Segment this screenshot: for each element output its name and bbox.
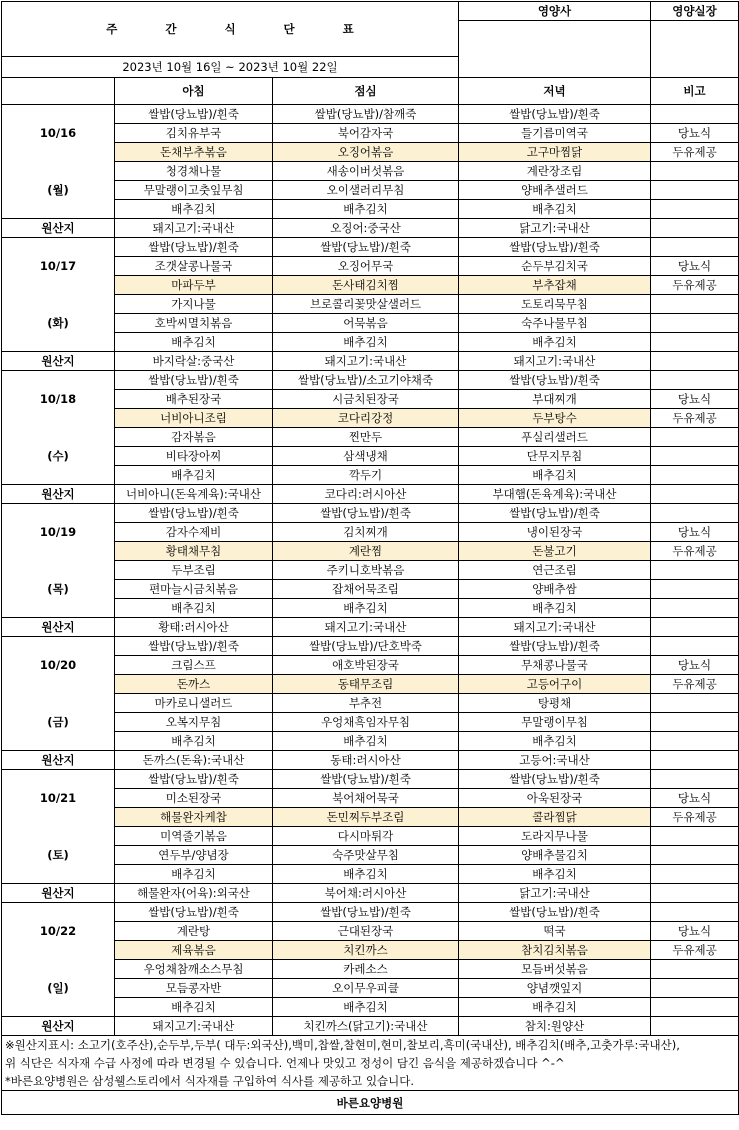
day-weekday: (화) bbox=[2, 295, 115, 352]
origin-row bbox=[2, 485, 739, 504]
breakfast-item: 배추김치 bbox=[115, 599, 273, 618]
origin-row bbox=[2, 884, 739, 903]
lunch-item: 동태무조림 bbox=[273, 675, 459, 694]
breakfast-item: 배추김치 bbox=[115, 865, 273, 884]
note-item bbox=[651, 162, 739, 181]
dinner-item: 쌀밥(당뇨밥)/흰죽 bbox=[459, 371, 651, 390]
breakfast-item: 배추김치 bbox=[115, 998, 273, 1017]
menu-row bbox=[2, 903, 739, 922]
day-date: 10/19 bbox=[2, 504, 115, 561]
lunch-item: 쌀밥(당뇨밥)/흰죽 bbox=[273, 504, 459, 523]
origin-label: 원산지 bbox=[2, 618, 115, 637]
page-title: 주 간 식 단 표 bbox=[2, 2, 459, 57]
lunch-item: 북어채어묵국 bbox=[273, 789, 459, 808]
dinner-item: 쌀밥(당뇨밥)/흰죽 bbox=[459, 903, 651, 922]
lunch-item: 브로콜리꽃맛살샐러드 bbox=[273, 295, 459, 314]
dinner-item: 냉이된장국 bbox=[459, 523, 651, 542]
lunch-item: 잡채어묵조림 bbox=[273, 580, 459, 599]
menu-row bbox=[2, 105, 739, 124]
origin-row bbox=[2, 751, 739, 770]
lunch-item: 치킨까스 bbox=[273, 941, 459, 960]
dinner-item: 연근조림 bbox=[459, 561, 651, 580]
note-item: 두유제공 bbox=[651, 276, 739, 295]
origin-item: 돼지고기:국내산 bbox=[273, 352, 459, 371]
note-item: 당뇨식 bbox=[651, 124, 739, 143]
origin-item: 닭고기:국내산 bbox=[459, 884, 651, 903]
breakfast-item: 무말랭이고춧잎무침 bbox=[115, 181, 273, 200]
note-item bbox=[651, 238, 739, 257]
origin-item: 고등어:국내산 bbox=[459, 751, 651, 770]
origin-note-empty bbox=[651, 1017, 739, 1036]
dinner-item: 콜라찜닭 bbox=[459, 808, 651, 827]
origin-note-empty bbox=[651, 884, 739, 903]
lunch-item: 돈민찌두부조림 bbox=[273, 808, 459, 827]
breakfast-item: 배추김치 bbox=[115, 333, 273, 352]
breakfast-item: 청경채나물 bbox=[115, 162, 273, 181]
dinner-item: 무말랭이무침 bbox=[459, 713, 651, 732]
menu-row bbox=[2, 637, 739, 656]
dinner-item: 참치김치볶음 bbox=[459, 941, 651, 960]
lunch-item: 북어감자국 bbox=[273, 124, 459, 143]
title-row bbox=[2, 2, 739, 21]
lunch-item: 오징어무국 bbox=[273, 257, 459, 276]
note-item: 두유제공 bbox=[651, 542, 739, 561]
origin-item: 돼지고기:국내산 bbox=[115, 219, 273, 238]
lunch-item: 쌀밥(당뇨밥)/단호박죽 bbox=[273, 637, 459, 656]
note-item bbox=[651, 447, 739, 466]
note-item: 두유제공 bbox=[651, 675, 739, 694]
menu-row bbox=[2, 428, 739, 447]
dinner-item: 쌀밥(당뇨밥)/흰죽 bbox=[459, 504, 651, 523]
dinner-item: 순두부김치국 bbox=[459, 257, 651, 276]
breakfast-item: 모듬콩자반 bbox=[115, 979, 273, 998]
breakfast-item: 너비아니조림 bbox=[115, 409, 273, 428]
origin-item: 돈까스(돈육):국내산 bbox=[115, 751, 273, 770]
dinner-item: 쌀밥(당뇨밥)/흰죽 bbox=[459, 105, 651, 124]
note-item bbox=[651, 105, 739, 124]
dinner-item: 도토리묵무침 bbox=[459, 295, 651, 314]
breakfast-item: 배추된장국 bbox=[115, 390, 273, 409]
lunch-item: 쌀밥(당뇨밥)/흰죽 bbox=[273, 770, 459, 789]
origin-item: 해물완자(어육):외국산 bbox=[115, 884, 273, 903]
breakfast-item: 배추김치 bbox=[115, 466, 273, 485]
lunch-item: 배추김치 bbox=[273, 865, 459, 884]
note-item: 두유제공 bbox=[651, 143, 739, 162]
lunch-item: 김치찌개 bbox=[273, 523, 459, 542]
breakfast-item: 황태채무침 bbox=[115, 542, 273, 561]
menu-row bbox=[2, 162, 739, 181]
lunch-item: 삼색냉채 bbox=[273, 447, 459, 466]
lunch-item: 쌀밥(당뇨밥)/소고기야채죽 bbox=[273, 371, 459, 390]
dinner-item: 쌀밥(당뇨밥)/흰죽 bbox=[459, 637, 651, 656]
lunch-item: 다시마튀각 bbox=[273, 827, 459, 846]
origin-item: 동태:러시아산 bbox=[273, 751, 459, 770]
breakfast-item: 두부조림 bbox=[115, 561, 273, 580]
breakfast-item: 배추김치 bbox=[115, 732, 273, 751]
dinner-item: 양배추물김치 bbox=[459, 846, 651, 865]
lunch-item: 카레소스 bbox=[273, 960, 459, 979]
dinner-item: 고구마찜닭 bbox=[459, 143, 651, 162]
dinner-item: 무채콩나물국 bbox=[459, 656, 651, 675]
origin-item: 치킨까스(닭고기):국내산 bbox=[273, 1017, 459, 1036]
breakfast-item: 연두부/양념장 bbox=[115, 846, 273, 865]
note-item: 두유제공 bbox=[651, 808, 739, 827]
footnote-line: ※원산지표시: 소고기(호주산),순두부,두부( 대두:외국산),백미,찹쌀,찰현미,현미,찰보리,흑미(국내산), 배추김치(배추,고춧가루:국내산), bbox=[5, 1038, 680, 1052]
lunch-item: 어묵볶음 bbox=[273, 314, 459, 333]
note-item bbox=[651, 827, 739, 846]
note-item bbox=[651, 333, 739, 352]
origin-item: 돼지고기:국내산 bbox=[273, 618, 459, 637]
origin-note-empty bbox=[651, 219, 739, 238]
breakfast-item: 편마늘시금치볶음 bbox=[115, 580, 273, 599]
breakfast-item: 배추김치 bbox=[115, 200, 273, 219]
hospital-row bbox=[2, 1091, 739, 1115]
origin-note-empty bbox=[651, 352, 739, 371]
origin-item: 닭고기:국내산 bbox=[459, 219, 651, 238]
origin-label: 원산지 bbox=[2, 751, 115, 770]
lunch-item: 우엉채흑임자무침 bbox=[273, 713, 459, 732]
lunch-item: 부추전 bbox=[273, 694, 459, 713]
origin-note-empty bbox=[651, 751, 739, 770]
origin-row bbox=[2, 1017, 739, 1036]
day-weekday: (토) bbox=[2, 827, 115, 884]
origin-item: 돼지고기:국내산 bbox=[459, 618, 651, 637]
menu-row bbox=[2, 827, 739, 846]
dinner-item: 고등어구이 bbox=[459, 675, 651, 694]
dinner-item: 푸실리샐러드 bbox=[459, 428, 651, 447]
signature-label-dietitian: 영양사 bbox=[459, 2, 651, 21]
menu-row bbox=[2, 694, 739, 713]
dinner-item: 아욱된장국 bbox=[459, 789, 651, 808]
breakfast-item: 크림스프 bbox=[115, 656, 273, 675]
breakfast-item: 마파두부 bbox=[115, 276, 273, 295]
lunch-item: 돈사태김치찜 bbox=[273, 276, 459, 295]
day-date: 10/21 bbox=[2, 770, 115, 827]
breakfast-item: 마카로니샐러드 bbox=[115, 694, 273, 713]
note-item bbox=[651, 998, 739, 1017]
origin-label: 원산지 bbox=[2, 485, 115, 504]
origin-item: 바지락살:중국산 bbox=[115, 352, 273, 371]
column-header-breakfast: 아침 bbox=[115, 78, 273, 105]
lunch-item: 배추김치 bbox=[273, 998, 459, 1017]
footnote-line: 위 식단은 식자재 수급 사정에 따라 변경될 수 있습니다. 언제나 맛있고 정성이 담긴 음식을 제공하겠습니다 ^-^ bbox=[5, 1056, 565, 1070]
dinner-item: 숙주나물무침 bbox=[459, 314, 651, 333]
menu-row bbox=[2, 504, 739, 523]
menu-row bbox=[2, 561, 739, 580]
breakfast-item: 오복지무침 bbox=[115, 713, 273, 732]
menu-table bbox=[1, 1, 739, 1115]
origin-item: 코다리:러시아산 bbox=[273, 485, 459, 504]
breakfast-item: 쌀밥(당뇨밥)/흰죽 bbox=[115, 238, 273, 257]
note-item bbox=[651, 504, 739, 523]
lunch-item: 코다리강정 bbox=[273, 409, 459, 428]
origin-item: 오징어:중국산 bbox=[273, 219, 459, 238]
footnotes bbox=[2, 1036, 739, 1091]
dinner-item: 양념깻잎지 bbox=[459, 979, 651, 998]
breakfast-item: 제육볶음 bbox=[115, 941, 273, 960]
lunch-item: 오징어볶음 bbox=[273, 143, 459, 162]
origin-row bbox=[2, 219, 739, 238]
lunch-item: 배추김치 bbox=[273, 333, 459, 352]
origin-item: 돼지고기:국내산 bbox=[115, 1017, 273, 1036]
lunch-item: 근대된장국 bbox=[273, 922, 459, 941]
lunch-item: 깍두기 bbox=[273, 466, 459, 485]
dinner-item: 부추잡채 bbox=[459, 276, 651, 295]
lunch-item: 시금치된장국 bbox=[273, 390, 459, 409]
breakfast-item: 호박씨멸치볶음 bbox=[115, 314, 273, 333]
note-item bbox=[651, 466, 739, 485]
breakfast-item: 쌀밥(당뇨밥)/흰죽 bbox=[115, 903, 273, 922]
breakfast-item: 가지나물 bbox=[115, 295, 273, 314]
day-date: 10/22 bbox=[2, 903, 115, 960]
lunch-item: 찐만두 bbox=[273, 428, 459, 447]
breakfast-item: 돈채부추볶음 bbox=[115, 143, 273, 162]
footnote-line: *바른요양병원은 삼성웰스토리에서 식자재를 구입하여 식사를 제공하고 있습니다. bbox=[5, 1074, 415, 1088]
note-item bbox=[651, 865, 739, 884]
menu-row bbox=[2, 238, 739, 257]
origin-note-empty bbox=[651, 618, 739, 637]
note-item: 당뇨식 bbox=[651, 789, 739, 808]
note-item: 당뇨식 bbox=[651, 656, 739, 675]
breakfast-item: 비타장아찌 bbox=[115, 447, 273, 466]
dinner-item: 단무지무침 bbox=[459, 447, 651, 466]
day-weekday: (금) bbox=[2, 694, 115, 751]
signature-box-chief bbox=[651, 21, 739, 78]
note-item bbox=[651, 561, 739, 580]
dinner-item: 돈불고기 bbox=[459, 542, 651, 561]
note-item bbox=[651, 960, 739, 979]
note-item bbox=[651, 181, 739, 200]
breakfast-item: 해물완자케찹 bbox=[115, 808, 273, 827]
column-header-dinner: 저녁 bbox=[459, 78, 651, 105]
origin-item: 너비아니(돈육계육):국내산 bbox=[115, 485, 273, 504]
note-item bbox=[651, 200, 739, 219]
day-weekday: (목) bbox=[2, 561, 115, 618]
dinner-item: 양배추샐러드 bbox=[459, 181, 651, 200]
hospital-name: 바른요양병원 bbox=[2, 1091, 739, 1115]
note-item bbox=[651, 295, 739, 314]
breakfast-item: 쌀밥(당뇨밥)/흰죽 bbox=[115, 504, 273, 523]
breakfast-item: 감자볶음 bbox=[115, 428, 273, 447]
breakfast-item: 쌀밥(당뇨밥)/흰죽 bbox=[115, 770, 273, 789]
origin-label: 원산지 bbox=[2, 884, 115, 903]
note-item: 두유제공 bbox=[651, 941, 739, 960]
menu-row bbox=[2, 295, 739, 314]
dinner-item: 배추김치 bbox=[459, 466, 651, 485]
breakfast-item: 돈까스 bbox=[115, 675, 273, 694]
note-item bbox=[651, 599, 739, 618]
breakfast-item: 김치유부국 bbox=[115, 124, 273, 143]
breakfast-item: 우엉채참깨소스무침 bbox=[115, 960, 273, 979]
note-item bbox=[651, 428, 739, 447]
day-date: 10/18 bbox=[2, 371, 115, 428]
lunch-item: 쌀밥(당뇨밥)/참깨죽 bbox=[273, 105, 459, 124]
origin-item: 부대햄(돈육계육):국내산 bbox=[459, 485, 651, 504]
dinner-item: 들기름미역국 bbox=[459, 124, 651, 143]
dinner-item: 도라지무나물 bbox=[459, 827, 651, 846]
origin-label: 원산지 bbox=[2, 352, 115, 371]
lunch-item: 배추김치 bbox=[273, 200, 459, 219]
lunch-item: 오이무우피클 bbox=[273, 979, 459, 998]
day-weekday: (월) bbox=[2, 162, 115, 219]
dinner-item: 배추김치 bbox=[459, 200, 651, 219]
lunch-item: 주키니호박볶음 bbox=[273, 561, 459, 580]
column-header-note: 비고 bbox=[651, 78, 739, 105]
lunch-item: 배추김치 bbox=[273, 732, 459, 751]
note-item bbox=[651, 314, 739, 333]
dinner-item: 탕평채 bbox=[459, 694, 651, 713]
column-header-day bbox=[2, 78, 115, 105]
origin-row bbox=[2, 352, 739, 371]
day-date: 10/16 bbox=[2, 105, 115, 162]
note-item bbox=[651, 732, 739, 751]
dinner-item: 부대찌개 bbox=[459, 390, 651, 409]
day-weekday: (수) bbox=[2, 428, 115, 485]
note-item: 두유제공 bbox=[651, 409, 739, 428]
note-item: 당뇨식 bbox=[651, 922, 739, 941]
menu-row bbox=[2, 960, 739, 979]
note-item bbox=[651, 979, 739, 998]
day-date: 10/17 bbox=[2, 238, 115, 295]
lunch-item: 배추김치 bbox=[273, 599, 459, 618]
dinner-item: 배추김치 bbox=[459, 599, 651, 618]
dinner-item: 양배추쌈 bbox=[459, 580, 651, 599]
dinner-item: 쌀밥(당뇨밥)/흰죽 bbox=[459, 770, 651, 789]
note-item bbox=[651, 580, 739, 599]
breakfast-item: 조갯살콩나물국 bbox=[115, 257, 273, 276]
note-item bbox=[651, 770, 739, 789]
origin-item: 북어채:러시아산 bbox=[273, 884, 459, 903]
lunch-item: 숙주맛살무침 bbox=[273, 846, 459, 865]
origin-item: 황태:러시아산 bbox=[115, 618, 273, 637]
breakfast-item: 쌀밥(당뇨밥)/흰죽 bbox=[115, 105, 273, 124]
dinner-item: 모듬버섯볶음 bbox=[459, 960, 651, 979]
lunch-item: 계란찜 bbox=[273, 542, 459, 561]
note-item bbox=[651, 846, 739, 865]
menu-row bbox=[2, 371, 739, 390]
note-item bbox=[651, 694, 739, 713]
note-item: 당뇨식 bbox=[651, 257, 739, 276]
lunch-item: 쌀밥(당뇨밥)/흰죽 bbox=[273, 238, 459, 257]
breakfast-item: 미역줄기볶음 bbox=[115, 827, 273, 846]
origin-row bbox=[2, 618, 739, 637]
breakfast-item: 계란탕 bbox=[115, 922, 273, 941]
breakfast-item: 미소된장국 bbox=[115, 789, 273, 808]
breakfast-item: 쌀밥(당뇨밥)/흰죽 bbox=[115, 371, 273, 390]
dinner-item: 떡국 bbox=[459, 922, 651, 941]
period-text: 2023년 10월 16일 ~ 2023년 10월 22일 bbox=[2, 57, 459, 78]
origin-label: 원산지 bbox=[2, 1017, 115, 1036]
lunch-item: 오이샐러리무침 bbox=[273, 181, 459, 200]
day-weekday: (일) bbox=[2, 960, 115, 1017]
origin-item: 참치:원양산 bbox=[459, 1017, 651, 1036]
note-item bbox=[651, 371, 739, 390]
signature-box-dietitian bbox=[459, 21, 651, 78]
lunch-item: 쌀밥(당뇨밥)/흰죽 bbox=[273, 903, 459, 922]
signature-label-chief: 영양실장 bbox=[651, 2, 739, 21]
breakfast-item: 쌀밥(당뇨밥)/흰죽 bbox=[115, 637, 273, 656]
menu-row bbox=[2, 770, 739, 789]
column-header-row bbox=[2, 78, 739, 105]
column-header-lunch: 점심 bbox=[273, 78, 459, 105]
note-item bbox=[651, 903, 739, 922]
origin-note-empty bbox=[651, 485, 739, 504]
day-date: 10/20 bbox=[2, 637, 115, 694]
lunch-item: 새송이버섯볶음 bbox=[273, 162, 459, 181]
lunch-item: 애호박된장국 bbox=[273, 656, 459, 675]
breakfast-item: 감자수제비 bbox=[115, 523, 273, 542]
dinner-item: 두부탕수 bbox=[459, 409, 651, 428]
origin-label: 원산지 bbox=[2, 219, 115, 238]
note-item: 당뇨식 bbox=[651, 390, 739, 409]
dinner-item: 배추김치 bbox=[459, 732, 651, 751]
note-item bbox=[651, 637, 739, 656]
dinner-item: 배추김치 bbox=[459, 865, 651, 884]
dinner-item: 배추김치 bbox=[459, 998, 651, 1017]
dinner-item: 계란장조림 bbox=[459, 162, 651, 181]
dinner-item: 배추김치 bbox=[459, 333, 651, 352]
footnote-row bbox=[2, 1036, 739, 1091]
note-item bbox=[651, 713, 739, 732]
origin-item: 돼지고기:국내산 bbox=[459, 352, 651, 371]
note-item: 당뇨식 bbox=[651, 523, 739, 542]
dinner-item: 쌀밥(당뇨밥)/흰죽 bbox=[459, 238, 651, 257]
